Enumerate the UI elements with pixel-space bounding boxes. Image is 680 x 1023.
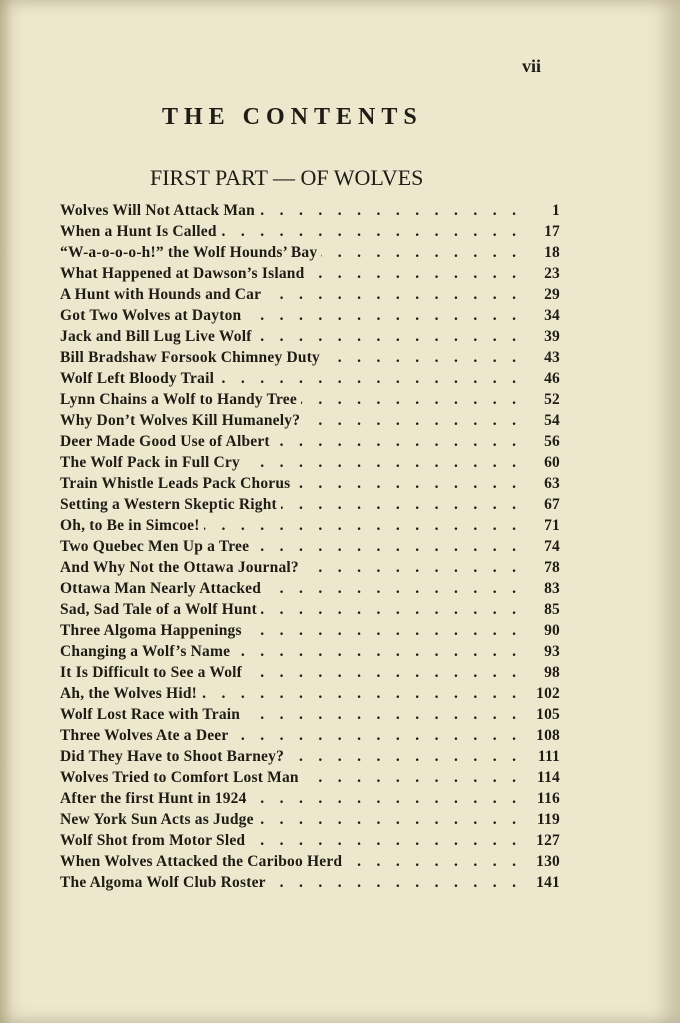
toc-entry-title: Deer Made Good Use of Albert	[60, 433, 274, 451]
toc-entry-title: After the first Hunt in 1924	[60, 790, 251, 808]
toc-entry-page: 108	[536, 727, 560, 744]
toc-entry-title: Three Algoma Happenings	[60, 622, 246, 640]
toc-entry-title: Train Whistle Leads Pack Chorus	[60, 475, 294, 493]
toc-entry-page: 1	[552, 202, 560, 219]
toc-entry-title: Oh, to Be in Simcoe!	[60, 517, 204, 535]
toc-entry	[60, 832, 560, 853]
toc-entry-page: 114	[537, 769, 560, 786]
part-heading: FIRST PART — OF WOLVES	[150, 165, 424, 190]
toc-entry-page: 43	[544, 349, 560, 366]
toc-entry-title: When Wolves Attacked the Cariboo Herd	[60, 853, 346, 871]
toc-entry-page: 63	[544, 475, 560, 492]
toc-entry-title: Sad, Sad Tale of a Wolf Hunt	[60, 601, 261, 619]
toc-entry	[60, 769, 560, 790]
toc-entry-title: Bill Bradshaw Forsook Chimney Duty	[60, 349, 324, 367]
toc-entry-title: Changing a Wolf’s Name	[60, 643, 234, 661]
toc-entry	[60, 790, 560, 811]
toc-entry-title: Three Wolves Ate a Deer	[60, 727, 232, 745]
toc-entry	[60, 244, 560, 265]
toc-entry-title: Why Don’t Wolves Kill Humanely?	[60, 412, 304, 430]
toc-entry-title: “W-a-o-o-o-h!” the Wolf Hounds’ Bay	[60, 244, 321, 262]
toc-entry-page: 83	[544, 580, 560, 597]
page-title: THE CONTENTS	[162, 104, 423, 130]
toc-entry	[60, 328, 560, 349]
toc-entry	[60, 370, 560, 391]
toc-entry-page: 23	[544, 265, 560, 282]
toc-entry	[60, 727, 560, 748]
toc-entry	[60, 622, 560, 643]
toc-entry-page: 54	[544, 412, 560, 429]
toc-entry-page: 46	[544, 370, 560, 387]
toc-entry	[60, 433, 560, 454]
toc-entry	[60, 412, 560, 433]
toc-entry-page: 52	[544, 391, 560, 408]
toc-entry	[60, 454, 560, 475]
toc-entry	[60, 223, 560, 244]
toc-entry	[60, 643, 560, 664]
toc-entry	[60, 265, 560, 286]
toc-entry	[60, 580, 560, 601]
toc-entry-page: 119	[537, 811, 560, 828]
toc-entry-page: 74	[544, 538, 560, 555]
toc-entry-page: 105	[536, 706, 560, 723]
toc-entry-title: Wolf Lost Race with Train	[60, 706, 244, 724]
toc-entry	[60, 874, 560, 895]
toc-entry-title: When a Hunt Is Called	[60, 223, 221, 241]
toc-entry	[60, 349, 560, 370]
toc-entry	[60, 307, 560, 328]
toc-entry-title: Wolves Will Not Attack Man	[60, 202, 259, 220]
toc-entry-page: 29	[544, 286, 560, 303]
toc-entry-title: Wolf Left Bloody Trail	[60, 370, 218, 388]
toc-entry-title: Setting a Western Skeptic Right	[60, 496, 281, 514]
toc-entry-page: 98	[544, 664, 560, 681]
toc-entry	[60, 391, 560, 412]
toc-entry	[60, 601, 560, 622]
toc-entry-page: 71	[544, 517, 560, 534]
toc-entry-page: 60	[544, 454, 560, 471]
toc-entry-page: 18	[544, 244, 560, 261]
toc-entry-title: Did They Have to Shoot Barney?	[60, 748, 288, 766]
toc-entry-page: 78	[544, 559, 560, 576]
toc-entry	[60, 685, 560, 706]
toc-entry-page: 67	[544, 496, 560, 513]
toc-entry-page: 141	[536, 874, 560, 891]
toc-entry	[60, 202, 560, 223]
toc-entry	[60, 517, 560, 538]
toc-entry-page: 93	[544, 643, 560, 660]
toc-entry	[60, 475, 560, 496]
toc-entry-page: 111	[537, 748, 560, 765]
toc-entry-page: 130	[536, 853, 560, 870]
toc-entry	[60, 706, 560, 727]
toc-entry-title: Wolf Shot from Motor Sled	[60, 832, 249, 850]
toc-entry-title: The Wolf Pack in Full Cry	[60, 454, 244, 472]
toc-entry-page: 39	[544, 328, 560, 345]
toc-entry	[60, 811, 560, 832]
toc-entry	[60, 286, 560, 307]
toc-entry-title: The Algoma Wolf Club Roster	[60, 874, 270, 892]
toc-entry-title: New York Sun Acts as Judge	[60, 811, 258, 829]
toc-entry-title: Jack and Bill Lug Live Wolf	[60, 328, 256, 346]
toc-entry-page: 90	[544, 622, 560, 639]
toc-entry	[60, 748, 560, 769]
toc-entry-page: 85	[544, 601, 560, 618]
toc-entry-title: Lynn Chains a Wolf to Handy Tree	[60, 391, 301, 409]
page-number: vii	[522, 56, 542, 76]
toc-entry	[60, 559, 560, 580]
toc-entry-title: It Is Difficult to See a Wolf	[60, 664, 246, 682]
toc-entry-title: Wolves Tried to Comfort Lost Man	[60, 769, 303, 787]
toc-entry	[60, 496, 560, 517]
toc-entry-page: 34	[544, 307, 560, 324]
toc-entry-title: Ah, the Wolves Hid!	[60, 685, 201, 703]
toc-entry	[60, 538, 560, 559]
table-of-contents	[60, 202, 560, 895]
toc-entry	[60, 664, 560, 685]
toc-entry-title: Got Two Wolves at Dayton	[60, 307, 245, 325]
toc-entry-page: 102	[536, 685, 560, 702]
toc-entry-page: 56	[544, 433, 560, 450]
toc-entry-page: 127	[536, 832, 560, 849]
toc-entry-title: Ottawa Man Nearly Attacked	[60, 580, 265, 598]
toc-entry-title: What Happened at Dawson’s Island	[60, 265, 308, 283]
toc-entry	[60, 853, 560, 874]
toc-entry-title: And Why Not the Ottawa Journal?	[60, 559, 303, 577]
toc-entry-title: A Hunt with Hounds and Car	[60, 286, 265, 304]
toc-entry-page: 116	[537, 790, 560, 807]
page-gutter-shadow	[0, 0, 12, 1023]
toc-entry-title: Two Quebec Men Up a Tree	[60, 538, 253, 556]
toc-entry-page: 17	[544, 223, 560, 240]
